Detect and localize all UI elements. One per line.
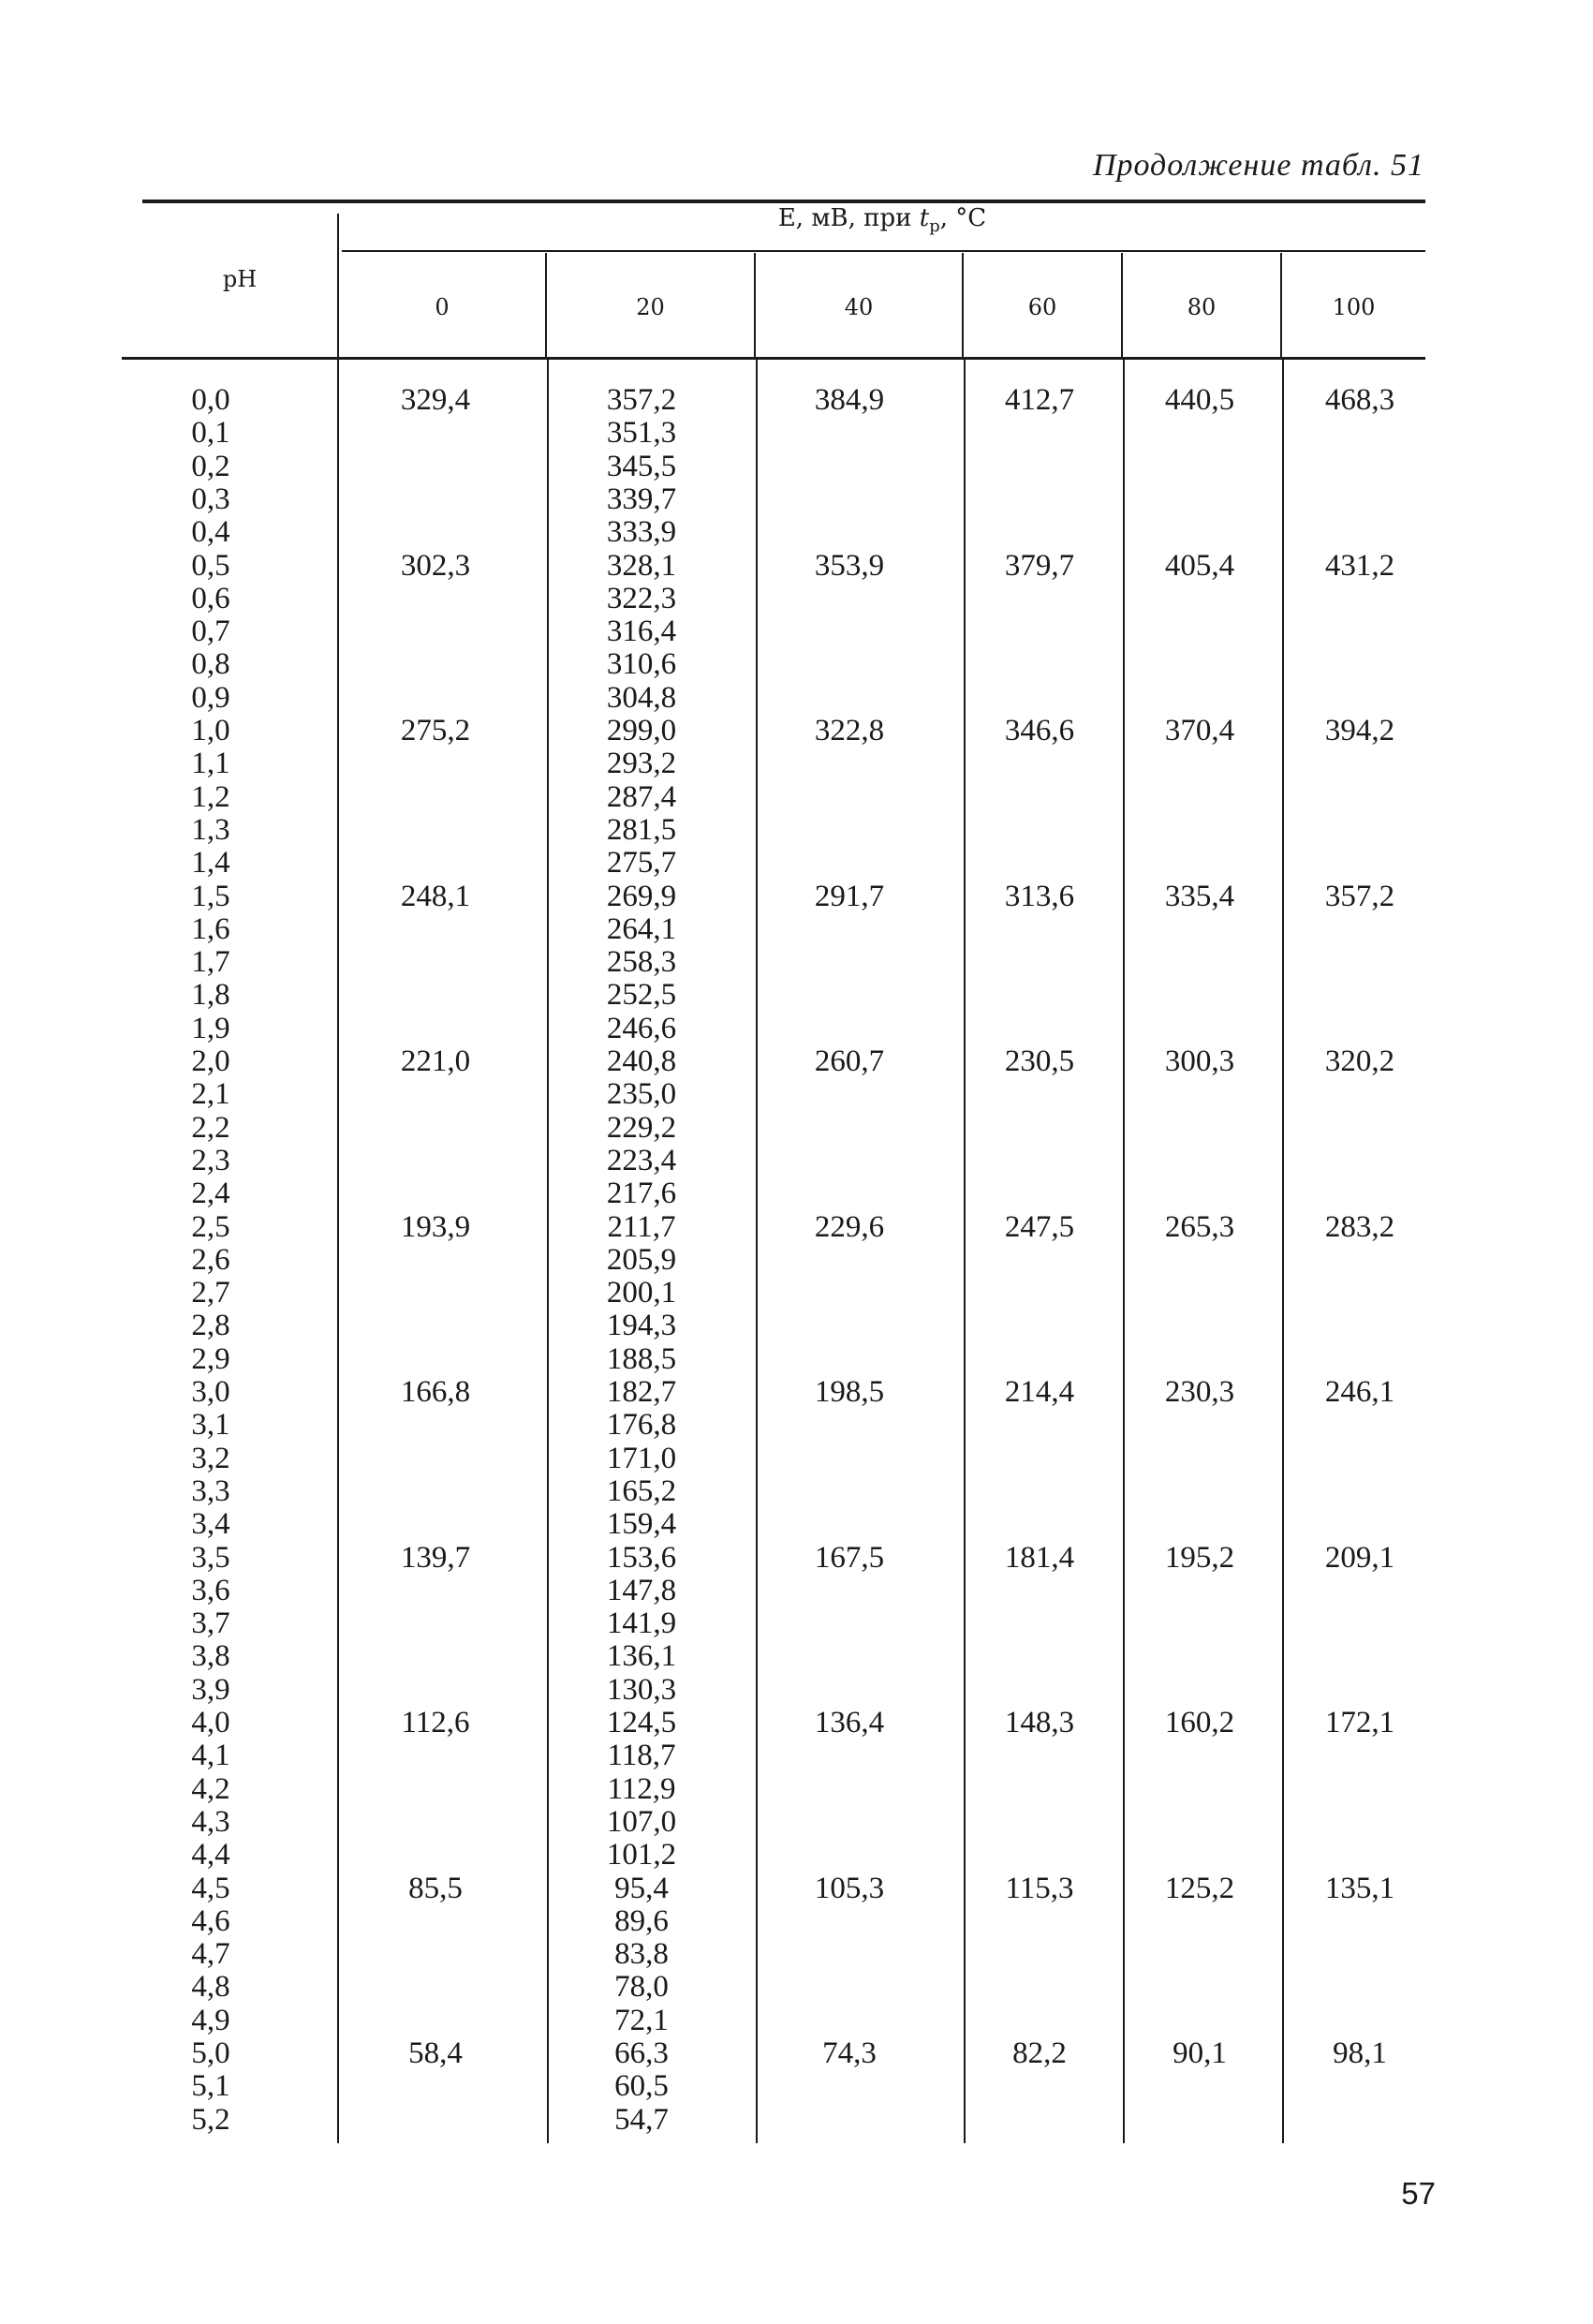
ph-cell: 0,9: [191, 680, 230, 715]
value-cell-t40: 322,8: [814, 714, 885, 748]
value-cell-t20: 269,9: [606, 879, 677, 913]
ph-cell: 0,3: [191, 481, 230, 516]
ph-cell: 3,4: [191, 1507, 230, 1542]
ph-cell: 5,0: [191, 2036, 230, 2070]
value-cell-t20: 357,2: [606, 383, 677, 417]
value-cell-t20: 310,6: [606, 647, 677, 682]
temperature-group-header: [339, 202, 1425, 249]
ph-cell: 4,4: [191, 1838, 230, 1873]
value-cell-t0: 193,9: [400, 1209, 471, 1244]
ph-cell: 0,2: [191, 449, 230, 483]
table-row: [0, 384, 1593, 417]
ph-column-header: pH: [222, 266, 258, 292]
value-cell-t20: 95,4: [614, 1871, 669, 1905]
ph-cell: 2,3: [191, 1143, 230, 1177]
value-cell-t100: 98,1: [1333, 2036, 1387, 2070]
ph-cell: 0,0: [191, 383, 230, 417]
ph-cell: 2,9: [191, 1341, 230, 1376]
table-row: [0, 715, 1593, 748]
ph-cell: 4,9: [191, 2003, 230, 2037]
column-header-t80: 80: [1187, 294, 1217, 320]
value-cell-t20: 281,5: [606, 812, 677, 847]
ph-cell: 4,1: [191, 1739, 230, 1773]
ph-cell: 3,9: [191, 1672, 230, 1707]
value-cell-t20: 176,8: [606, 1408, 677, 1443]
table-row: [0, 1211, 1593, 1244]
value-cell-t80: 335,4: [1164, 879, 1235, 913]
value-cell-t40: 74,3: [822, 2036, 877, 2070]
value-cell-t40: 291,7: [814, 879, 885, 913]
column-header-t100: 100: [1332, 294, 1376, 320]
value-cell-t20: 328,1: [606, 548, 677, 583]
ph-cell: 2,0: [191, 1044, 230, 1078]
value-cell-t0: 85,5: [408, 1871, 463, 1905]
header-group-rule: [342, 250, 1425, 252]
ph-cell: 1,7: [191, 945, 230, 980]
value-cell-t20: 194,3: [606, 1309, 677, 1343]
value-cell-t20: 217,6: [606, 1177, 677, 1211]
table-row: [0, 2070, 1593, 2103]
ph-cell: 4,7: [191, 1937, 230, 1972]
value-cell-t60: 346,6: [1004, 714, 1075, 748]
value-cell-t20: 293,2: [606, 747, 677, 781]
value-cell-t20: 345,5: [606, 449, 677, 483]
ph-cell: 4,0: [191, 1706, 230, 1739]
value-cell-t0: 139,7: [400, 1540, 471, 1575]
table-row: [0, 1078, 1593, 1111]
value-cell-t0: 58,4: [408, 2036, 463, 2070]
ph-cell: 0,5: [191, 548, 230, 583]
table-row: [0, 881, 1593, 913]
value-cell-t0: 166,8: [400, 1375, 471, 1409]
value-cell-t100: 394,2: [1324, 714, 1395, 748]
value-cell-t100: 431,2: [1324, 548, 1395, 583]
value-cell-t20: 171,0: [606, 1441, 677, 1475]
ph-cell: 2,4: [191, 1177, 230, 1211]
value-cell-t60: 247,5: [1004, 1209, 1075, 1244]
value-cell-t0: 221,0: [400, 1044, 471, 1078]
table-row: [0, 682, 1593, 715]
ph-cell: 5,1: [191, 2069, 230, 2104]
value-cell-t80: 265,3: [1164, 1209, 1235, 1244]
table-row: [0, 1739, 1593, 1772]
value-cell-t20: 136,1: [606, 1639, 677, 1674]
column-header-t20: 20: [636, 294, 665, 320]
value-cell-t20: 339,7: [606, 481, 677, 516]
value-cell-t20: 240,8: [606, 1044, 677, 1078]
ph-cell: 2,6: [191, 1242, 230, 1277]
ph-cell: 4,2: [191, 1771, 230, 1806]
table-row: [0, 847, 1593, 880]
ph-cell: 0,6: [191, 581, 230, 615]
ph-cell: 3,5: [191, 1540, 230, 1575]
table-row: [0, 1971, 1593, 2004]
value-cell-t60: 230,5: [1004, 1044, 1075, 1078]
value-cell-t80: 370,4: [1164, 714, 1235, 748]
ph-cell: 1,1: [191, 747, 230, 781]
table-row: [0, 1376, 1593, 1409]
ph-cell: 0,1: [191, 416, 230, 451]
value-cell-t100: 172,1: [1324, 1706, 1395, 1739]
value-cell-t20: 101,2: [606, 1838, 677, 1873]
ph-cell: 0,4: [191, 515, 230, 550]
ph-cell: 3,0: [191, 1375, 230, 1409]
table-row: [0, 648, 1593, 681]
value-cell-t20: 60,5: [614, 2069, 669, 2104]
value-cell-t100: 283,2: [1324, 1209, 1395, 1244]
value-cell-t20: 83,8: [614, 1937, 669, 1972]
value-cell-t60: 214,4: [1004, 1375, 1075, 1409]
value-cell-t20: 118,7: [607, 1739, 676, 1773]
value-cell-t100: 357,2: [1324, 879, 1395, 913]
ph-cell: 1,4: [191, 846, 230, 881]
ph-cell: 4,6: [191, 1903, 230, 1938]
ph-cell: 0,7: [191, 614, 230, 649]
table-row: [0, 1277, 1593, 1310]
table-row: [0, 1310, 1593, 1342]
table-row: [0, 2005, 1593, 2037]
ph-cell: 4,5: [191, 1871, 230, 1905]
value-cell-t20: 223,4: [606, 1143, 677, 1177]
value-cell-t40: 384,9: [814, 383, 885, 417]
table-row: [0, 1873, 1593, 1905]
table-row: [0, 1343, 1593, 1376]
value-cell-t0: 112,6: [401, 1706, 470, 1739]
ph-cell: 1,2: [191, 779, 230, 814]
value-cell-t100: 468,3: [1324, 383, 1395, 417]
value-cell-t20: 107,0: [606, 1804, 677, 1839]
value-cell-t0: 302,3: [400, 548, 471, 583]
ph-cell: 5,2: [191, 2102, 230, 2137]
table-row: [0, 1905, 1593, 1938]
table-row: [0, 1508, 1593, 1541]
ph-cell: 1,5: [191, 879, 230, 913]
header-bottom-rule: [122, 357, 1425, 360]
value-cell-t60: 313,6: [1004, 879, 1075, 913]
value-cell-t20: 316,4: [606, 614, 677, 649]
ph-cell: 1,8: [191, 978, 230, 1013]
table-row: [0, 1443, 1593, 1475]
table-row: [0, 1145, 1593, 1177]
value-cell-t20: 246,6: [606, 1011, 677, 1045]
value-cell-t60: 412,7: [1004, 383, 1075, 417]
ph-cell: 1,9: [191, 1011, 230, 1045]
value-cell-t100: 246,1: [1324, 1375, 1395, 1409]
ph-cell: 2,8: [191, 1309, 230, 1343]
ph-cell: 3,8: [191, 1639, 230, 1674]
table-row: [0, 483, 1593, 516]
ph-cell: 4,8: [191, 1970, 230, 2005]
value-cell-t20: 153,6: [606, 1540, 677, 1575]
table-row: [0, 516, 1593, 549]
value-cell-t0: 248,1: [400, 879, 471, 913]
value-cell-t60: 115,3: [1005, 1871, 1074, 1905]
ph-cell: 2,1: [191, 1077, 230, 1112]
value-cell-t0: 329,4: [400, 383, 471, 417]
value-cell-t60: 82,2: [1012, 2036, 1067, 2070]
table-row: [0, 615, 1593, 648]
table-row: [0, 451, 1593, 483]
value-cell-t80: 405,4: [1164, 548, 1235, 583]
value-cell-t100: 320,2: [1324, 1044, 1395, 1078]
group-header-unit: , °C: [939, 204, 987, 232]
value-cell-t80: 160,2: [1164, 1706, 1235, 1739]
value-cell-t0: 275,2: [400, 714, 471, 748]
table-row: [0, 1839, 1593, 1872]
ph-cell: 3,6: [191, 1573, 230, 1607]
value-cell-t20: 304,8: [606, 680, 677, 715]
ph-cell: 2,7: [191, 1276, 230, 1310]
value-cell-t20: 258,3: [606, 945, 677, 980]
value-cell-t20: 275,7: [606, 846, 677, 881]
value-cell-t40: 198,5: [814, 1375, 885, 1409]
value-cell-t20: 322,3: [606, 581, 677, 615]
value-cell-t20: 78,0: [614, 1970, 669, 2005]
table-row: [0, 946, 1593, 979]
table-row: [0, 417, 1593, 450]
table-row: [0, 1112, 1593, 1145]
value-cell-t40: 229,6: [814, 1209, 885, 1244]
page-number: 57: [1401, 2176, 1436, 2211]
column-header-t60: 60: [1027, 294, 1057, 320]
value-cell-t60: 379,7: [1004, 548, 1075, 583]
value-cell-t20: 130,3: [606, 1672, 677, 1707]
ph-cell: 1,6: [191, 911, 230, 946]
value-cell-t20: 264,1: [606, 911, 677, 946]
column-header-t40: 40: [844, 294, 874, 320]
table-row: [0, 1244, 1593, 1277]
ph-cell: 3,3: [191, 1473, 230, 1508]
group-header-prefix: E, мВ, при: [777, 204, 920, 232]
ph-cell: 3,2: [191, 1441, 230, 1475]
ph-cell: 1,3: [191, 812, 230, 847]
table-row: [0, 814, 1593, 847]
value-cell-t60: 181,4: [1004, 1540, 1075, 1575]
value-cell-t80: 90,1: [1173, 2036, 1227, 2070]
value-cell-t20: 200,1: [606, 1276, 677, 1310]
value-cell-t20: 299,0: [606, 714, 677, 748]
table-row: [0, 1542, 1593, 1575]
value-cell-t100: 209,1: [1324, 1540, 1395, 1575]
value-cell-t20: 112,9: [607, 1771, 676, 1806]
table-row: [0, 2037, 1593, 2070]
value-cell-t20: 351,3: [606, 416, 677, 451]
ph-cell: 1,0: [191, 714, 230, 748]
table-row: [0, 583, 1593, 615]
value-cell-t20: 287,4: [606, 779, 677, 814]
column-header-t0: 0: [435, 294, 450, 320]
table-row: [0, 1045, 1593, 1078]
table-row: [0, 781, 1593, 814]
value-cell-t20: 72,1: [614, 2003, 669, 2037]
value-cell-t20: 333,9: [606, 515, 677, 550]
value-cell-t20: 66,3: [614, 2036, 669, 2070]
ph-cell: 0,8: [191, 647, 230, 682]
value-cell-t40: 167,5: [814, 1540, 885, 1575]
value-cell-t80: 440,5: [1164, 383, 1235, 417]
value-cell-t20: 252,5: [606, 978, 677, 1013]
value-cell-t80: 230,3: [1164, 1375, 1235, 1409]
value-cell-t20: 229,2: [606, 1110, 677, 1145]
table-row: [0, 1409, 1593, 1442]
value-cell-t20: 89,6: [614, 1903, 669, 1938]
table-row: [0, 1475, 1593, 1508]
group-header-variable: t: [919, 204, 930, 232]
value-cell-t40: 136,4: [814, 1706, 885, 1739]
value-cell-t20: 124,5: [606, 1706, 677, 1739]
table-row: [0, 1640, 1593, 1673]
table-row: [0, 913, 1593, 946]
table-row: [0, 1013, 1593, 1045]
table-row: [0, 1674, 1593, 1707]
value-cell-t80: 195,2: [1164, 1540, 1235, 1575]
ph-cell: 4,3: [191, 1804, 230, 1839]
value-cell-t60: 148,3: [1004, 1706, 1075, 1739]
value-cell-t20: 188,5: [606, 1341, 677, 1376]
value-cell-t40: 105,3: [814, 1871, 885, 1905]
table-continuation-caption: Продолжение табл. 51: [1092, 148, 1424, 183]
ph-cell: 2,5: [191, 1209, 230, 1244]
group-header-subscript: р: [929, 216, 940, 237]
table-row: [0, 1177, 1593, 1210]
ph-cell: 3,7: [191, 1606, 230, 1641]
table-row: [0, 1607, 1593, 1640]
value-cell-t20: 182,7: [606, 1375, 677, 1409]
value-cell-t20: 54,7: [614, 2102, 669, 2137]
table-row: [0, 550, 1593, 583]
value-cell-t20: 235,0: [606, 1077, 677, 1112]
table-row: [0, 1707, 1593, 1739]
table-row: [0, 1773, 1593, 1806]
table-row: [0, 1938, 1593, 1971]
ph-cell: 2,2: [191, 1110, 230, 1145]
value-cell-t20: 205,9: [606, 1242, 677, 1277]
table-row: [0, 748, 1593, 780]
table-row: [0, 1575, 1593, 1607]
value-cell-t80: 125,2: [1164, 1871, 1235, 1905]
table-row: [0, 2104, 1593, 2137]
table-row: [0, 1806, 1593, 1839]
table-row: [0, 979, 1593, 1012]
value-cell-t40: 353,9: [814, 548, 885, 583]
value-cell-t20: 211,7: [607, 1209, 676, 1244]
value-cell-t20: 141,9: [606, 1606, 677, 1641]
value-cell-t80: 300,3: [1164, 1044, 1235, 1078]
value-cell-t20: 165,2: [606, 1473, 677, 1508]
value-cell-t20: 147,8: [606, 1573, 677, 1607]
value-cell-t20: 159,4: [606, 1507, 677, 1542]
value-cell-t100: 135,1: [1324, 1871, 1395, 1905]
ph-cell: 3,1: [191, 1408, 230, 1443]
value-cell-t40: 260,7: [814, 1044, 885, 1078]
